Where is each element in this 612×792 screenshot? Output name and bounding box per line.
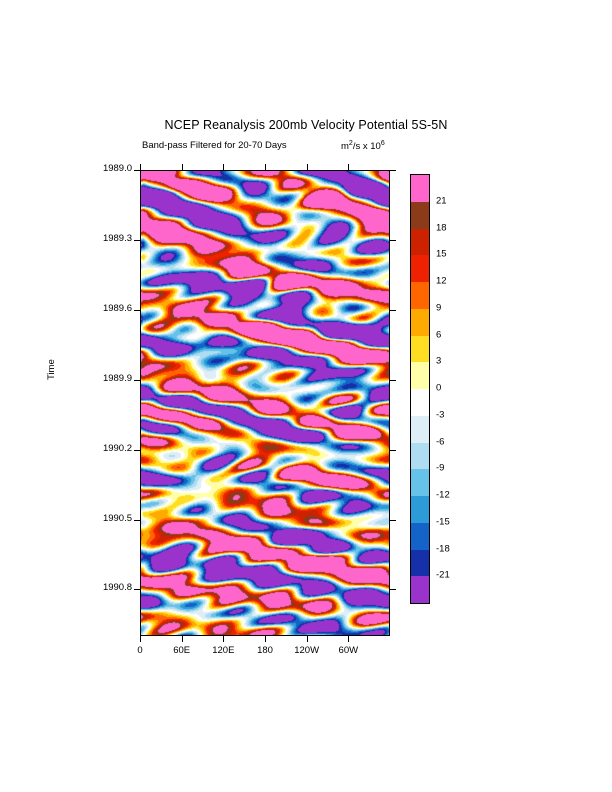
colorbar-tick-label: -3	[436, 409, 445, 421]
x-tick-mark	[265, 636, 266, 642]
y-tick-mark	[134, 240, 140, 241]
colorbar-tick-label: 21	[436, 195, 447, 207]
colorbar-segment	[411, 175, 429, 202]
colorbar	[410, 174, 430, 604]
x-tick-mark	[348, 636, 349, 642]
colorbar-segment	[411, 282, 429, 309]
colorbar-tick-label: 6	[436, 329, 442, 340]
colorbar-segment	[411, 362, 429, 389]
colorbar-segment	[411, 255, 429, 282]
colorbar-segment	[411, 496, 429, 523]
y-tick-mark	[390, 589, 396, 590]
colorbar-tick-label: -12	[436, 489, 450, 501]
x-tick-mark	[223, 636, 224, 642]
units-label: $m^2/s$ x $10^6$	[341, 140, 385, 153]
y-tick-mark	[134, 310, 140, 311]
hovmoller-plot	[140, 170, 390, 636]
colorbar-tick-label: -9	[436, 462, 445, 474]
colorbar-segment	[411, 523, 429, 550]
x-tick-mark	[182, 164, 183, 170]
colorbar-tick-label: -6	[436, 436, 445, 447]
y-tick-mark	[390, 240, 396, 241]
y-tick-label: 1989.3	[102, 232, 132, 244]
y-tick-mark	[390, 310, 396, 311]
x-tick-mark	[307, 636, 308, 642]
y-axis-label: Time	[46, 359, 57, 380]
colorbar-tick-label: -18	[436, 543, 450, 554]
y-tick-label: 1989.6	[102, 302, 132, 314]
x-tick-label: 180	[257, 645, 273, 656]
x-tick-label: 60E	[173, 645, 191, 656]
colorbar-tick-label: -21	[436, 569, 450, 581]
y-tick-mark	[390, 170, 396, 171]
x-tick-label: 120E	[212, 645, 235, 656]
colorbar-tick-label: 0	[436, 382, 442, 394]
y-tick-mark	[134, 450, 140, 451]
y-tick-label: 1989.9	[102, 372, 132, 384]
y-tick-mark	[390, 520, 396, 521]
y-tick-mark	[390, 450, 396, 451]
x-tick-mark	[140, 636, 141, 642]
x-tick-label: 0	[137, 645, 143, 656]
colorbar-tick-label: 15	[436, 248, 447, 260]
y-tick-mark	[134, 380, 140, 381]
colorbar-segment	[411, 309, 429, 336]
x-tick-mark	[265, 164, 266, 170]
colorbar-tick-label: 18	[436, 222, 447, 233]
y-tick-mark	[134, 520, 140, 521]
colorbar-segment	[411, 336, 429, 363]
y-tick-label: 1990.2	[102, 442, 132, 454]
x-tick-mark	[182, 636, 183, 642]
colorbar-segment	[411, 576, 429, 603]
y-tick-mark	[134, 170, 140, 171]
y-tick-mark	[134, 589, 140, 590]
colorbar-segment	[411, 416, 429, 443]
x-tick-mark	[348, 164, 349, 170]
chart-subtitle: Band-pass Filtered for 20-70 Days	[142, 140, 287, 151]
x-tick-label: 120W	[294, 645, 320, 656]
colorbar-segment	[411, 443, 429, 470]
x-tick-mark	[223, 164, 224, 170]
colorbar-segment	[411, 389, 429, 416]
y-tick-label: 1990.5	[102, 512, 132, 524]
colorbar-tick-label: 9	[436, 302, 442, 314]
y-tick-label: 1989.0	[102, 163, 132, 174]
colorbar-tick-label: 12	[436, 275, 447, 287]
x-tick-label: 60W	[338, 645, 359, 656]
colorbar-tick-label: 3	[436, 355, 442, 367]
colorbar-segment	[411, 229, 429, 256]
colorbar-tick-label: -15	[436, 516, 450, 528]
y-tick-mark	[390, 380, 396, 381]
colorbar-segment	[411, 550, 429, 577]
colorbar-segment	[411, 202, 429, 229]
y-tick-label: 1990.8	[102, 582, 132, 594]
heatmap-canvas	[141, 171, 390, 636]
x-tick-mark	[140, 164, 141, 170]
x-tick-mark	[307, 164, 308, 170]
chart-title: NCEP Reanalysis 200mb Velocity Potential 5S-5N	[164, 118, 448, 132]
colorbar-segment	[411, 469, 429, 496]
